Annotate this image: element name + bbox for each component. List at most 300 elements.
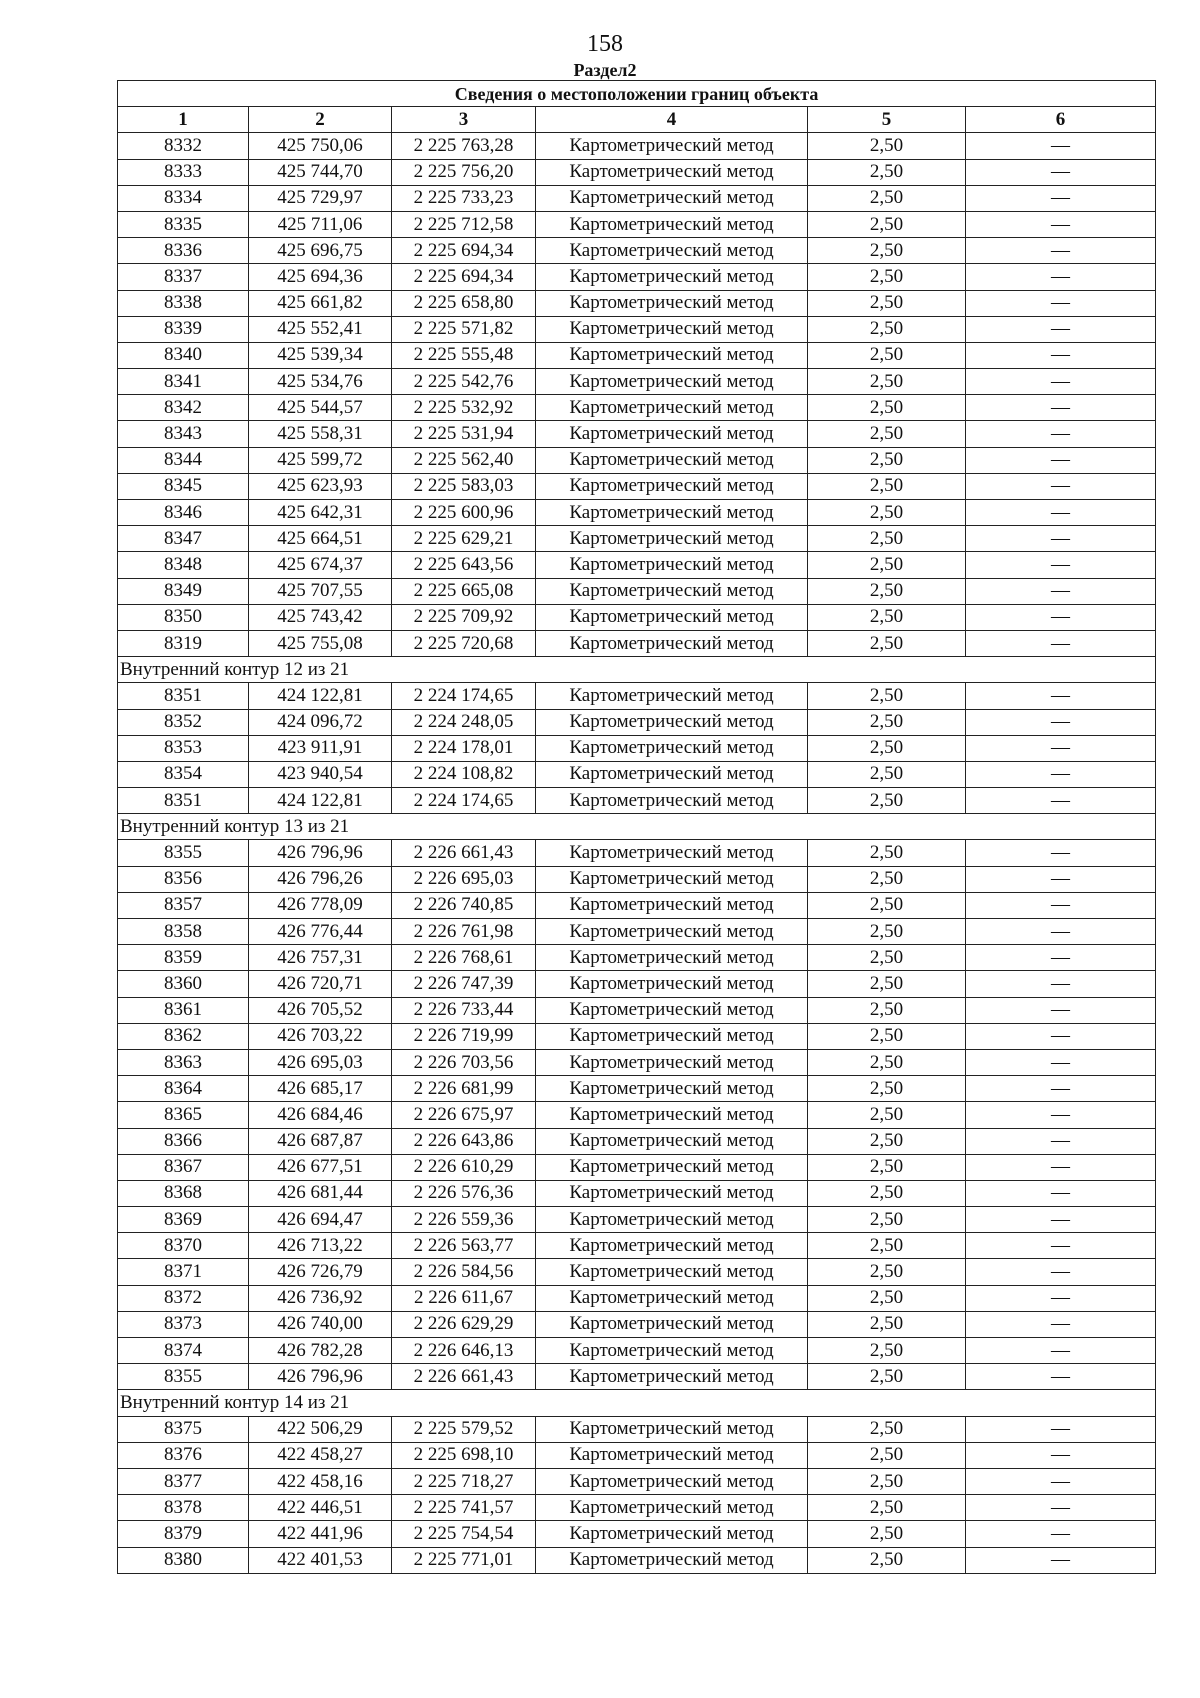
point-number: 8351 [118,788,249,814]
column-number: 4 [536,107,808,133]
description: — [966,1102,1156,1128]
description: — [966,630,1156,656]
coordinate-x: 426 757,31 [249,945,392,971]
method: Картометрический метод [536,1049,808,1075]
coordinate-x: 425 623,93 [249,473,392,499]
coordinate-y: 2 225 629,21 [392,526,536,552]
point-number: 8340 [118,342,249,368]
coordinate-x: 425 642,31 [249,500,392,526]
description: — [966,369,1156,395]
accuracy: 2,50 [808,1102,966,1128]
description: — [966,761,1156,787]
description: — [966,840,1156,866]
coordinate-x: 426 776,44 [249,919,392,945]
contour-header-row [118,657,1156,683]
point-number: 8364 [118,1076,249,1102]
table-body [118,133,1156,1573]
table-row [118,709,1156,735]
coordinate-x: 425 707,55 [249,578,392,604]
coordinate-y: 2 225 756,20 [392,159,536,185]
point-number: 8368 [118,1180,249,1206]
method: Картометрический метод [536,1338,808,1364]
point-number: 8366 [118,1128,249,1154]
description: — [966,709,1156,735]
coordinate-y: 2 224 178,01 [392,735,536,761]
point-number: 8348 [118,552,249,578]
accuracy: 2,50 [808,552,966,578]
coordinate-y: 2 225 555,48 [392,342,536,368]
coordinate-x: 425 755,08 [249,630,392,656]
table-row [118,1154,1156,1180]
coordinate-x: 425 664,51 [249,526,392,552]
point-number: 8374 [118,1338,249,1364]
accuracy: 2,50 [808,945,966,971]
coordinate-x: 425 694,36 [249,264,392,290]
description: — [966,342,1156,368]
point-number: 8358 [118,919,249,945]
accuracy: 2,50 [808,971,966,997]
table-row [118,866,1156,892]
coordinate-x: 425 544,57 [249,395,392,421]
point-number: 8365 [118,1102,249,1128]
method: Картометрический метод [536,735,808,761]
method: Картометрический метод [536,683,808,709]
accuracy: 2,50 [808,133,966,159]
point-number: 8357 [118,892,249,918]
accuracy: 2,50 [808,866,966,892]
accuracy: 2,50 [808,447,966,473]
coordinate-y: 2 225 709,92 [392,604,536,630]
point-number: 8346 [118,500,249,526]
page-number: 158 [587,31,623,57]
method: Картометрический метод [536,1233,808,1259]
table-row [118,473,1156,499]
point-number: 8353 [118,735,249,761]
description: — [966,1364,1156,1390]
point-number: 8372 [118,1285,249,1311]
accuracy: 2,50 [808,421,966,447]
table-row [118,997,1156,1023]
table-row [118,500,1156,526]
coordinate-x: 426 736,92 [249,1285,392,1311]
coordinate-y: 2 226 703,56 [392,1049,536,1075]
coordinate-x: 422 458,16 [249,1468,392,1494]
table-row [118,1547,1156,1573]
coordinate-y: 2 225 571,82 [392,316,536,342]
point-number: 8359 [118,945,249,971]
coordinate-x: 422 401,53 [249,1547,392,1573]
coordinate-y: 2 226 611,67 [392,1285,536,1311]
accuracy: 2,50 [808,997,966,1023]
method: Картометрический метод [536,133,808,159]
boundary-coordinates-table [117,80,1156,1574]
point-number: 8356 [118,866,249,892]
table-row [118,1076,1156,1102]
method: Картометрический метод [536,1416,808,1442]
method: Картометрический метод [536,211,808,237]
method: Картометрический метод [536,316,808,342]
method: Картометрический метод [536,1521,808,1547]
method: Картометрический метод [536,1207,808,1233]
accuracy: 2,50 [808,709,966,735]
method: Картометрический метод [536,866,808,892]
contour-header-row [118,814,1156,840]
method: Картометрический метод [536,1259,808,1285]
table-row [118,735,1156,761]
description: — [966,997,1156,1023]
table-row [118,761,1156,787]
coordinate-y: 2 225 733,23 [392,185,536,211]
table-row [118,159,1156,185]
method: Картометрический метод [536,630,808,656]
coordinate-y: 2 225 694,34 [392,238,536,264]
table-row [118,290,1156,316]
point-number: 8354 [118,761,249,787]
accuracy: 2,50 [808,761,966,787]
point-number: 8349 [118,578,249,604]
method: Картометрический метод [536,473,808,499]
point-number: 8344 [118,447,249,473]
point-number: 8377 [118,1468,249,1494]
table-row [118,945,1156,971]
coordinate-y: 2 225 754,54 [392,1521,536,1547]
point-number: 8339 [118,316,249,342]
description: — [966,290,1156,316]
accuracy: 2,50 [808,159,966,185]
table-row [118,1468,1156,1494]
coordinate-y: 2 226 733,44 [392,997,536,1023]
accuracy: 2,50 [808,1207,966,1233]
table-row [118,1207,1156,1233]
description: — [966,892,1156,918]
table-row [118,1521,1156,1547]
coordinate-x: 426 681,44 [249,1180,392,1206]
method: Картометрический метод [536,290,808,316]
column-number-row [118,107,1156,133]
accuracy: 2,50 [808,473,966,499]
accuracy: 2,50 [808,316,966,342]
description: — [966,1076,1156,1102]
method: Картометрический метод [536,840,808,866]
column-number: 3 [392,107,536,133]
accuracy: 2,50 [808,630,966,656]
coordinate-x: 424 096,72 [249,709,392,735]
table-row [118,316,1156,342]
coordinate-y: 2 226 740,85 [392,892,536,918]
table-row [118,1049,1156,1075]
accuracy: 2,50 [808,1495,966,1521]
point-number: 8376 [118,1442,249,1468]
accuracy: 2,50 [808,264,966,290]
point-number: 8345 [118,473,249,499]
method: Картометрический метод [536,1495,808,1521]
description: — [966,447,1156,473]
method: Картометрический метод [536,1311,808,1337]
accuracy: 2,50 [808,1442,966,1468]
coordinate-x: 426 684,46 [249,1102,392,1128]
description: — [966,238,1156,264]
coordinate-y: 2 226 747,39 [392,971,536,997]
coordinate-x: 424 122,81 [249,683,392,709]
method: Картометрический метод [536,526,808,552]
method: Картометрический метод [536,1023,808,1049]
coordinate-y: 2 226 661,43 [392,1364,536,1390]
method: Картометрический метод [536,1154,808,1180]
coordinate-y: 2 226 681,99 [392,1076,536,1102]
description: — [966,866,1156,892]
method: Картометрический метод [536,1364,808,1390]
accuracy: 2,50 [808,1364,966,1390]
accuracy: 2,50 [808,683,966,709]
accuracy: 2,50 [808,1023,966,1049]
accuracy: 2,50 [808,526,966,552]
point-number: 8337 [118,264,249,290]
coordinate-y: 2 226 768,61 [392,945,536,971]
accuracy: 2,50 [808,892,966,918]
coordinate-x: 425 534,76 [249,369,392,395]
accuracy: 2,50 [808,1468,966,1494]
method: Картометрический метод [536,578,808,604]
table-row [118,421,1156,447]
point-number: 8369 [118,1207,249,1233]
description: — [966,788,1156,814]
coordinate-y: 2 225 698,10 [392,1442,536,1468]
coordinate-y: 2 224 108,82 [392,761,536,787]
table-row [118,788,1156,814]
point-number: 8334 [118,185,249,211]
coordinate-x: 426 796,96 [249,840,392,866]
table-row [118,1338,1156,1364]
coordinate-x: 425 696,75 [249,238,392,264]
coordinate-y: 2 226 661,43 [392,840,536,866]
accuracy: 2,50 [808,1416,966,1442]
accuracy: 2,50 [808,1259,966,1285]
method: Картометрический метод [536,552,808,578]
accuracy: 2,50 [808,1180,966,1206]
point-number: 8319 [118,630,249,656]
description: — [966,1442,1156,1468]
description: — [966,526,1156,552]
description: — [966,919,1156,945]
description: — [966,1233,1156,1259]
point-number: 8378 [118,1495,249,1521]
description: — [966,1495,1156,1521]
coordinate-x: 425 599,72 [249,447,392,473]
point-number: 8367 [118,1154,249,1180]
coordinate-y: 2 226 610,29 [392,1154,536,1180]
description: — [966,1521,1156,1547]
description: — [966,945,1156,971]
coordinate-y: 2 225 763,28 [392,133,536,159]
method: Картометрический метод [536,1128,808,1154]
coordinate-y: 2 225 583,03 [392,473,536,499]
coordinate-y: 2 226 761,98 [392,919,536,945]
table-row [118,1259,1156,1285]
method: Картометрический метод [536,971,808,997]
method: Картометрический метод [536,788,808,814]
coordinate-y: 2 225 712,58 [392,211,536,237]
coordinate-y: 2 226 675,97 [392,1102,536,1128]
method: Картометрический метод [536,1180,808,1206]
table-row [118,369,1156,395]
accuracy: 2,50 [808,1285,966,1311]
table-row [118,1416,1156,1442]
coordinate-y: 2 225 658,80 [392,290,536,316]
column-number: 6 [966,107,1156,133]
table-row [118,578,1156,604]
accuracy: 2,50 [808,1076,966,1102]
description: — [966,211,1156,237]
table-row [118,892,1156,918]
contour-label: Внутренний контур 12 из 21 [118,657,1156,683]
description: — [966,1259,1156,1285]
coordinate-x: 422 506,29 [249,1416,392,1442]
table-caption: Сведения о местоположении границ объекта [118,81,1156,107]
accuracy: 2,50 [808,840,966,866]
description: — [966,264,1156,290]
table-row [118,1128,1156,1154]
point-number: 8343 [118,421,249,447]
coordinate-x: 426 687,87 [249,1128,392,1154]
coordinate-x: 426 796,26 [249,866,392,892]
description: — [966,971,1156,997]
coordinate-x: 426 726,79 [249,1259,392,1285]
coordinate-y: 2 225 643,56 [392,552,536,578]
coordinate-x: 422 446,51 [249,1495,392,1521]
coordinate-x: 426 720,71 [249,971,392,997]
coordinate-x: 426 677,51 [249,1154,392,1180]
coordinate-y: 2 225 531,94 [392,421,536,447]
table-row [118,238,1156,264]
coordinate-y: 2 226 576,36 [392,1180,536,1206]
method: Картометрический метод [536,159,808,185]
description: — [966,133,1156,159]
point-number: 8341 [118,369,249,395]
table-row [118,185,1156,211]
coordinate-y: 2 225 600,96 [392,500,536,526]
method: Картометрический метод [536,369,808,395]
coordinate-x: 422 441,96 [249,1521,392,1547]
point-number: 8338 [118,290,249,316]
table-row [118,683,1156,709]
point-number: 8336 [118,238,249,264]
accuracy: 2,50 [808,500,966,526]
table-row [118,342,1156,368]
coordinate-y: 2 225 542,76 [392,369,536,395]
point-number: 8362 [118,1023,249,1049]
accuracy: 2,50 [808,1049,966,1075]
table-row [118,840,1156,866]
coordinate-y: 2 226 584,56 [392,1259,536,1285]
table-row [118,395,1156,421]
description: — [966,1023,1156,1049]
coordinate-y: 2 225 771,01 [392,1547,536,1573]
method: Картометрический метод [536,1102,808,1128]
description: — [966,316,1156,342]
description: — [966,1416,1156,1442]
point-number: 8335 [118,211,249,237]
method: Картометрический метод [536,945,808,971]
coordinate-x: 425 743,42 [249,604,392,630]
contour-header-row [118,1390,1156,1416]
point-number: 8352 [118,709,249,735]
table-row [118,1023,1156,1049]
accuracy: 2,50 [808,1311,966,1337]
method: Картометрический метод [536,1076,808,1102]
accuracy: 2,50 [808,735,966,761]
method: Картометрический метод [536,342,808,368]
coordinate-y: 2 225 532,92 [392,395,536,421]
point-number: 8350 [118,604,249,630]
description: — [966,159,1156,185]
column-number: 5 [808,107,966,133]
accuracy: 2,50 [808,578,966,604]
point-number: 8342 [118,395,249,421]
description: — [966,1468,1156,1494]
coordinate-x: 423 940,54 [249,761,392,787]
point-number: 8332 [118,133,249,159]
coordinate-y: 2 224 174,65 [392,788,536,814]
section-title: Раздел2 [573,60,637,80]
point-number: 8373 [118,1311,249,1337]
method: Картометрический метод [536,709,808,735]
coordinate-y: 2 226 646,13 [392,1338,536,1364]
table-row [118,1364,1156,1390]
description: — [966,1180,1156,1206]
column-number: 2 [249,107,392,133]
accuracy: 2,50 [808,1128,966,1154]
method: Картометрический метод [536,238,808,264]
accuracy: 2,50 [808,395,966,421]
coordinate-x: 425 674,37 [249,552,392,578]
point-number: 8371 [118,1259,249,1285]
coordinate-x: 426 703,22 [249,1023,392,1049]
method: Картометрический метод [536,761,808,787]
description: — [966,1207,1156,1233]
accuracy: 2,50 [808,369,966,395]
table-row [118,264,1156,290]
table-row [118,971,1156,997]
table-row [118,211,1156,237]
accuracy: 2,50 [808,604,966,630]
table-row [118,1442,1156,1468]
description: — [966,185,1156,211]
coordinate-x: 425 558,31 [249,421,392,447]
method: Картометрический метод [536,1442,808,1468]
method: Картометрический метод [536,1285,808,1311]
description: — [966,500,1156,526]
table-row [118,630,1156,656]
description: — [966,1338,1156,1364]
point-number: 8355 [118,840,249,866]
table-row [118,1180,1156,1206]
column-number: 1 [118,107,249,133]
accuracy: 2,50 [808,919,966,945]
point-number: 8363 [118,1049,249,1075]
description: — [966,1049,1156,1075]
point-number: 8355 [118,1364,249,1390]
coordinate-x: 426 740,00 [249,1311,392,1337]
table-row [118,1233,1156,1259]
coordinate-x: 425 750,06 [249,133,392,159]
coordinate-y: 2 225 741,57 [392,1495,536,1521]
coordinate-y: 2 226 719,99 [392,1023,536,1049]
description: — [966,1128,1156,1154]
description: — [966,735,1156,761]
table-row [118,552,1156,578]
description: — [966,604,1156,630]
accuracy: 2,50 [808,1521,966,1547]
